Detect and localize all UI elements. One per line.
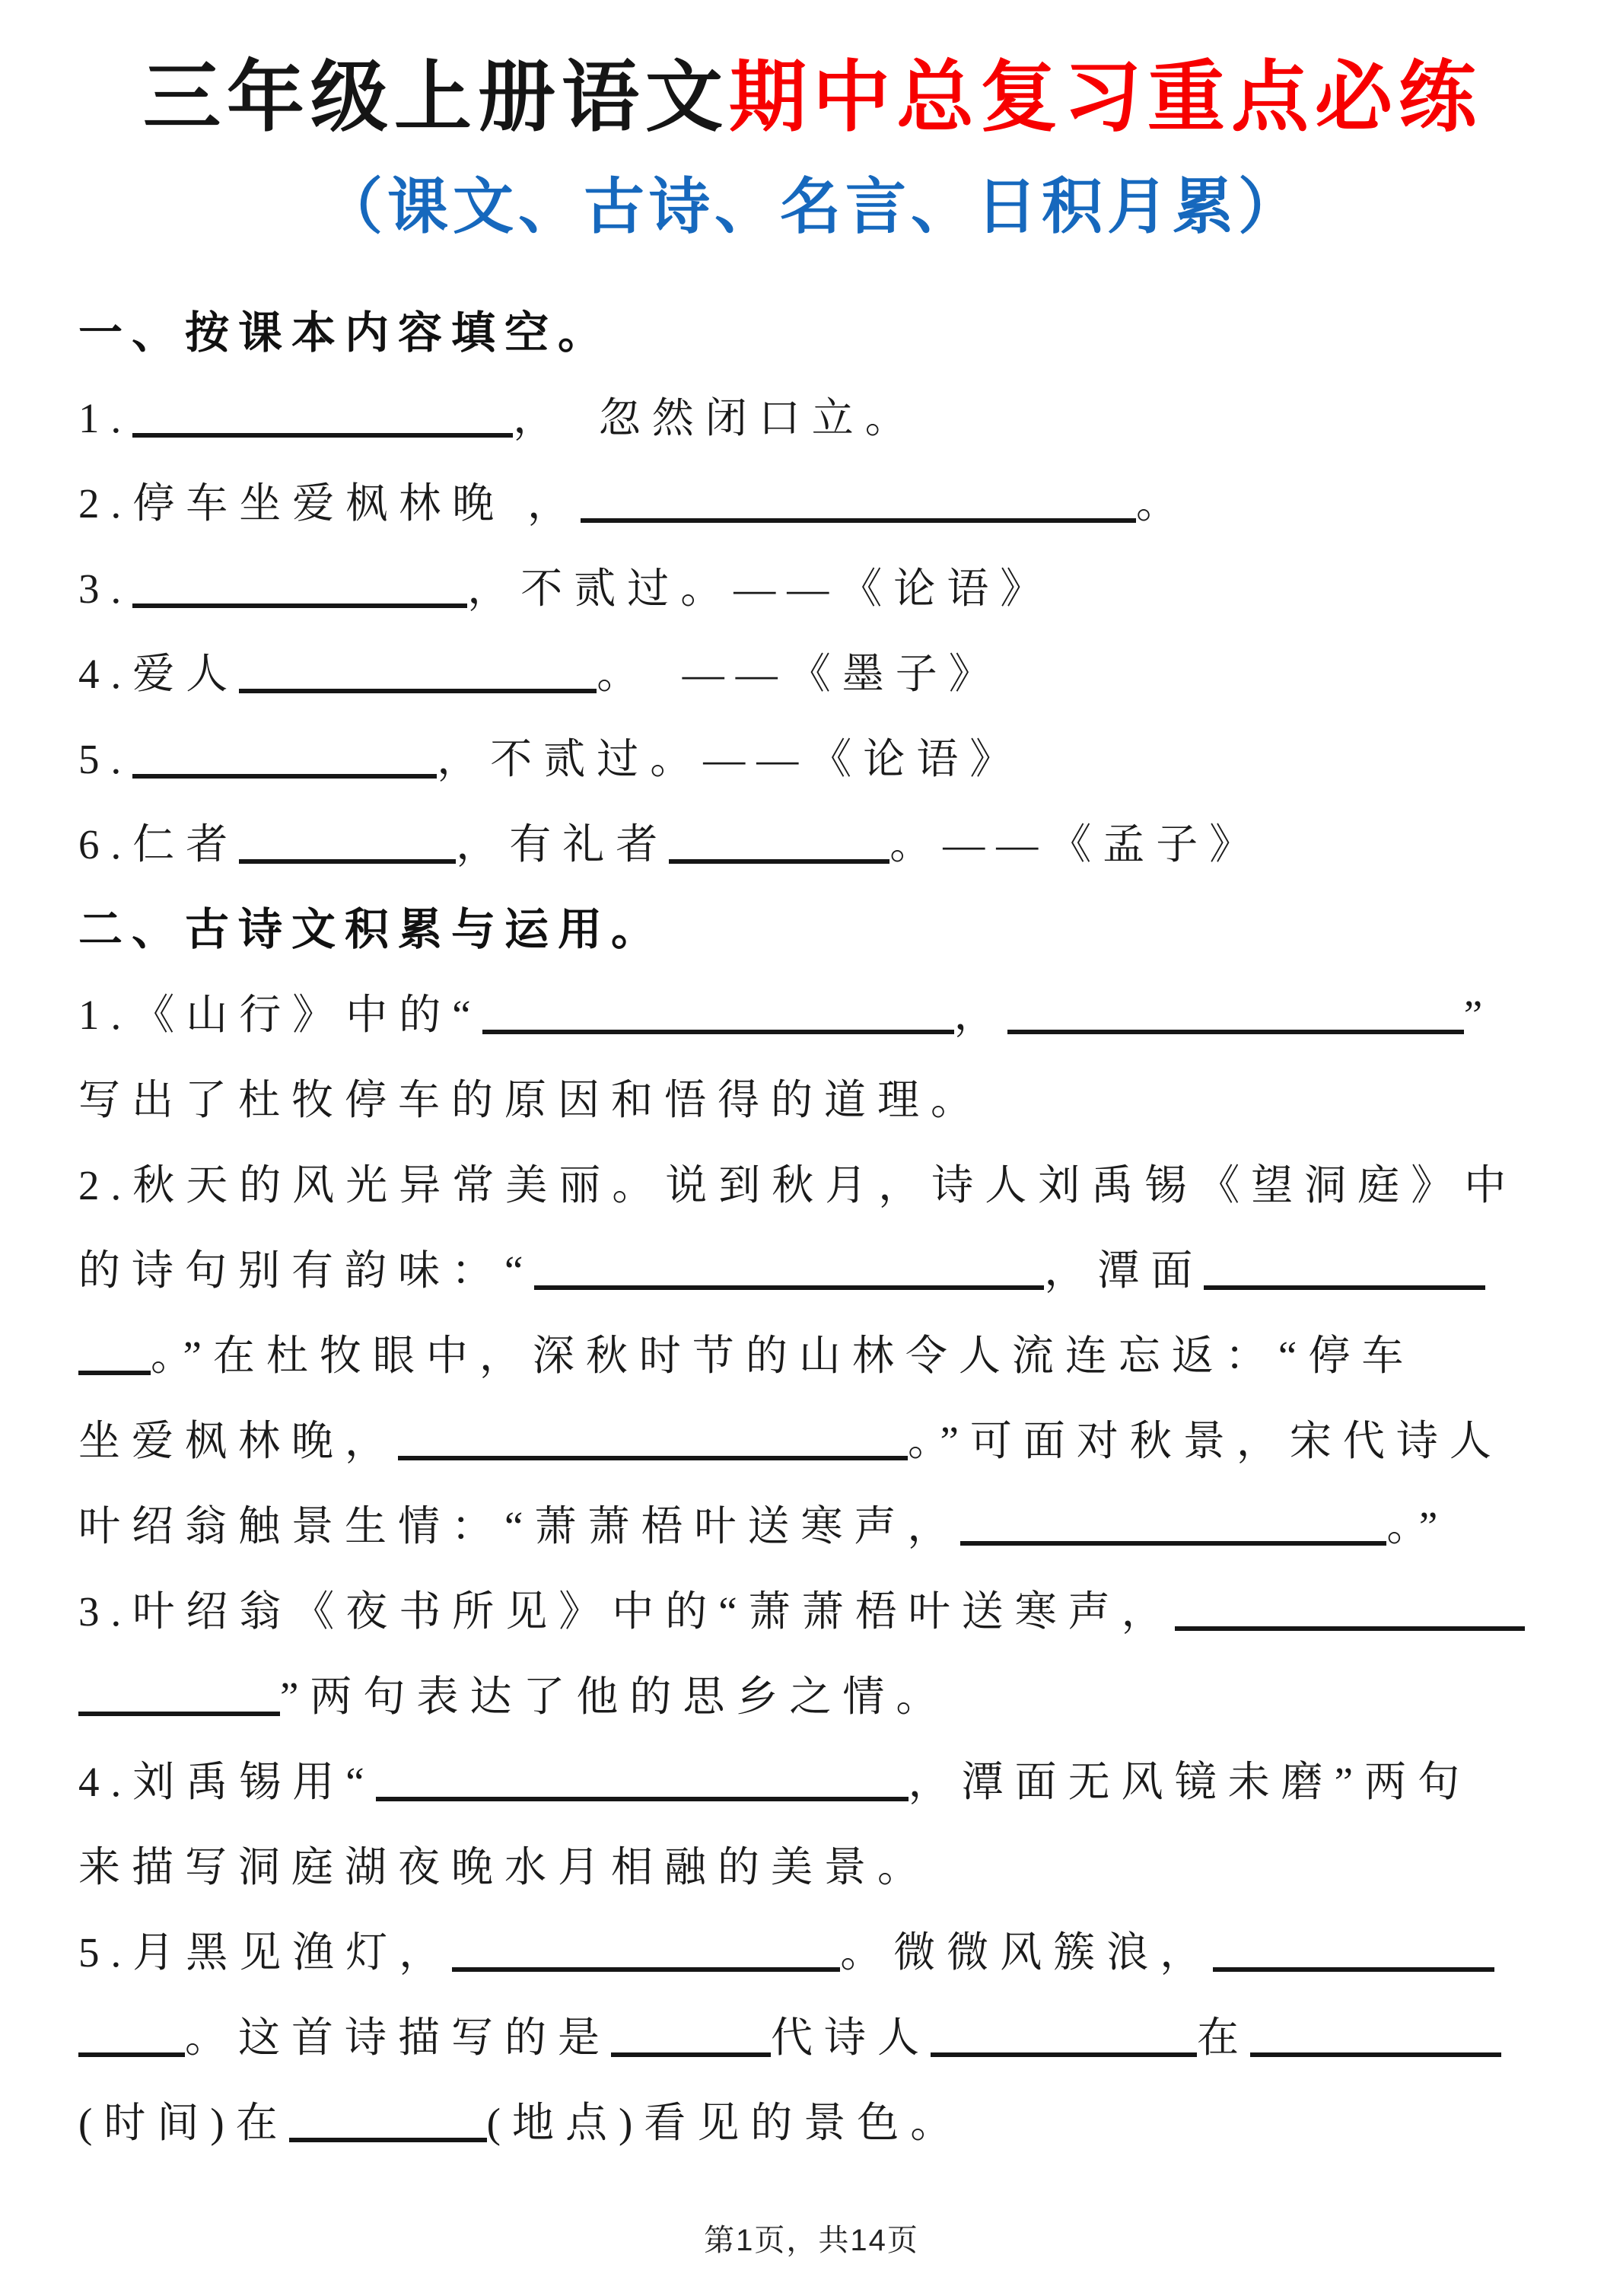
line-text: 。 — [1136, 480, 1190, 527]
line-text: 4.刘禹锡用“ — [78, 1759, 376, 1805]
line-text: 5. — [78, 736, 133, 782]
line-text: 。微微风簇浪， — [840, 1929, 1214, 1976]
worksheet-line — [78, 1228, 1547, 1314]
line-text: 6.仁者 — [78, 821, 240, 868]
fill-in-blank — [132, 599, 467, 608]
fill-in-blank — [581, 514, 1136, 523]
section-1 — [78, 291, 1547, 887]
fill-in-blank — [611, 2048, 771, 2057]
worksheet-line — [78, 1995, 1547, 2081]
line-text: 在 — [1197, 2014, 1251, 2061]
worksheet-line — [78, 461, 1547, 546]
fill-in-blank — [534, 1281, 1044, 1290]
line-text: ，不贰过。——《论语》 — [467, 565, 1054, 612]
line-text: ”两句表达了他的思乡之情。 — [280, 1673, 950, 1720]
section-2 — [78, 887, 1547, 2166]
fill-in-blank — [132, 428, 513, 438]
line-text: ，不贰过。——《论语》 — [437, 736, 1023, 782]
line-text: ， — [953, 992, 1007, 1038]
worksheet-line — [78, 1569, 1547, 1654]
worksheet-line — [78, 376, 1547, 461]
fill-in-blank — [1250, 2048, 1501, 2057]
line-text: 坐爱枫林晚， — [78, 1418, 399, 1464]
fill-in-blank — [1204, 1281, 1485, 1290]
worksheet-line — [78, 1825, 1547, 1910]
page-title — [78, 40, 1547, 155]
line-text: 1.《山行》中的“ — [78, 992, 482, 1038]
line-text: ，潭面无风镜未磨”两句 — [908, 1759, 1472, 1805]
worksheet-line — [78, 973, 1547, 1058]
line-text: ，潭面 — [1044, 1247, 1205, 1294]
worksheet-line — [78, 802, 1547, 887]
worksheet-line — [78, 1484, 1547, 1569]
fill-in-blank — [132, 769, 437, 779]
fill-in-blank — [452, 1963, 840, 1972]
fill-in-blank — [1007, 1025, 1464, 1034]
line-text: 。”可面对秋景，宋代诗人 — [908, 1418, 1503, 1464]
page-subtitle: （课文、古诗、名言、日积月累） — [322, 173, 1303, 240]
worksheet-line — [78, 1058, 1547, 1143]
worksheet-line — [78, 1740, 1547, 1825]
worksheet-body — [78, 291, 1547, 2166]
fill-in-blank — [398, 1451, 908, 1460]
worksheet-line — [78, 1143, 1547, 1228]
line-text: 4.爱人 — [78, 651, 240, 697]
line-text: 3.叶绍翁《夜书所见》中的“萧萧梧叶送寒声， — [78, 1588, 1175, 1635]
page-title-black: 三年级上册语文 — [143, 54, 729, 141]
line-text: (地点)看见的景色。 — [486, 2100, 964, 2146]
line-text: 的诗句别有韵味：“ — [78, 1247, 535, 1294]
line-text: ， 忽然闭口立。 — [513, 395, 918, 441]
fill-in-blank — [960, 1537, 1386, 1546]
worksheet-line — [78, 1910, 1547, 1995]
line-text: ” — [1463, 992, 1494, 1038]
section-heading: 二、古诗文积累与运用。 — [78, 905, 665, 954]
line-text: 。”在杜牧眼中，深秋时节的山林令人流连忘返：“停车 — [151, 1333, 1415, 1379]
worksheet-line — [78, 1314, 1547, 1399]
page-footer: 第1页，共14页 — [704, 2224, 919, 2257]
worksheet-line — [78, 632, 1547, 717]
line-text: 1. — [78, 395, 133, 441]
line-text: 3. — [78, 565, 133, 612]
fill-in-blank — [669, 855, 889, 864]
fill-in-blank — [239, 684, 597, 693]
line-text: 。 ——《墨子》 — [597, 651, 1002, 697]
line-text: 。这首诗描写的是 — [185, 2014, 612, 2061]
fill-in-blank — [78, 1366, 151, 1375]
line-text: 2.秋天的风光异常美丽。说到秋月，诗人刘禹锡《望洞庭》中 — [78, 1162, 1518, 1209]
fill-in-blank — [239, 855, 456, 864]
line-text: 5.月黑见渔灯， — [78, 1929, 453, 1976]
line-text: 来描写洞庭湖夜晚水月相融的美景。 — [78, 1844, 931, 1890]
line-text: (时间)在 — [78, 2100, 289, 2146]
worksheet-line — [78, 1399, 1547, 1484]
fill-in-blank — [78, 2048, 185, 2057]
fill-in-blank — [376, 1792, 909, 1801]
worksheet-line — [78, 1654, 1547, 1740]
fill-in-blank — [1175, 1622, 1525, 1631]
fill-in-blank — [1213, 1963, 1494, 1972]
line-text: 。” — [1386, 1503, 1450, 1549]
line-text: 代诗人 — [771, 2014, 931, 2061]
line-text: 。——《孟子》 — [889, 821, 1263, 868]
fill-in-blank — [931, 2048, 1197, 2057]
line-text: 写出了杜牧停车的原因和悟得的道理。 — [78, 1077, 985, 1123]
fill-in-blank — [482, 1025, 954, 1034]
page-title-red: 期中总复习重点必练 — [729, 54, 1482, 141]
fill-in-blank — [78, 1707, 280, 1716]
fill-in-blank — [289, 2133, 487, 2142]
line-text: 叶绍翁触景生情：“萧萧梧叶送寒声， — [78, 1503, 961, 1549]
section-heading: 一、按课本内容填空。 — [78, 308, 612, 358]
line-text: 2.停车坐爱枫林晚 ， — [78, 480, 581, 527]
worksheet-line — [78, 2081, 1547, 2166]
line-text: ，有礼者 — [456, 821, 670, 868]
worksheet-line — [78, 717, 1547, 802]
worksheet-line — [78, 546, 1547, 632]
